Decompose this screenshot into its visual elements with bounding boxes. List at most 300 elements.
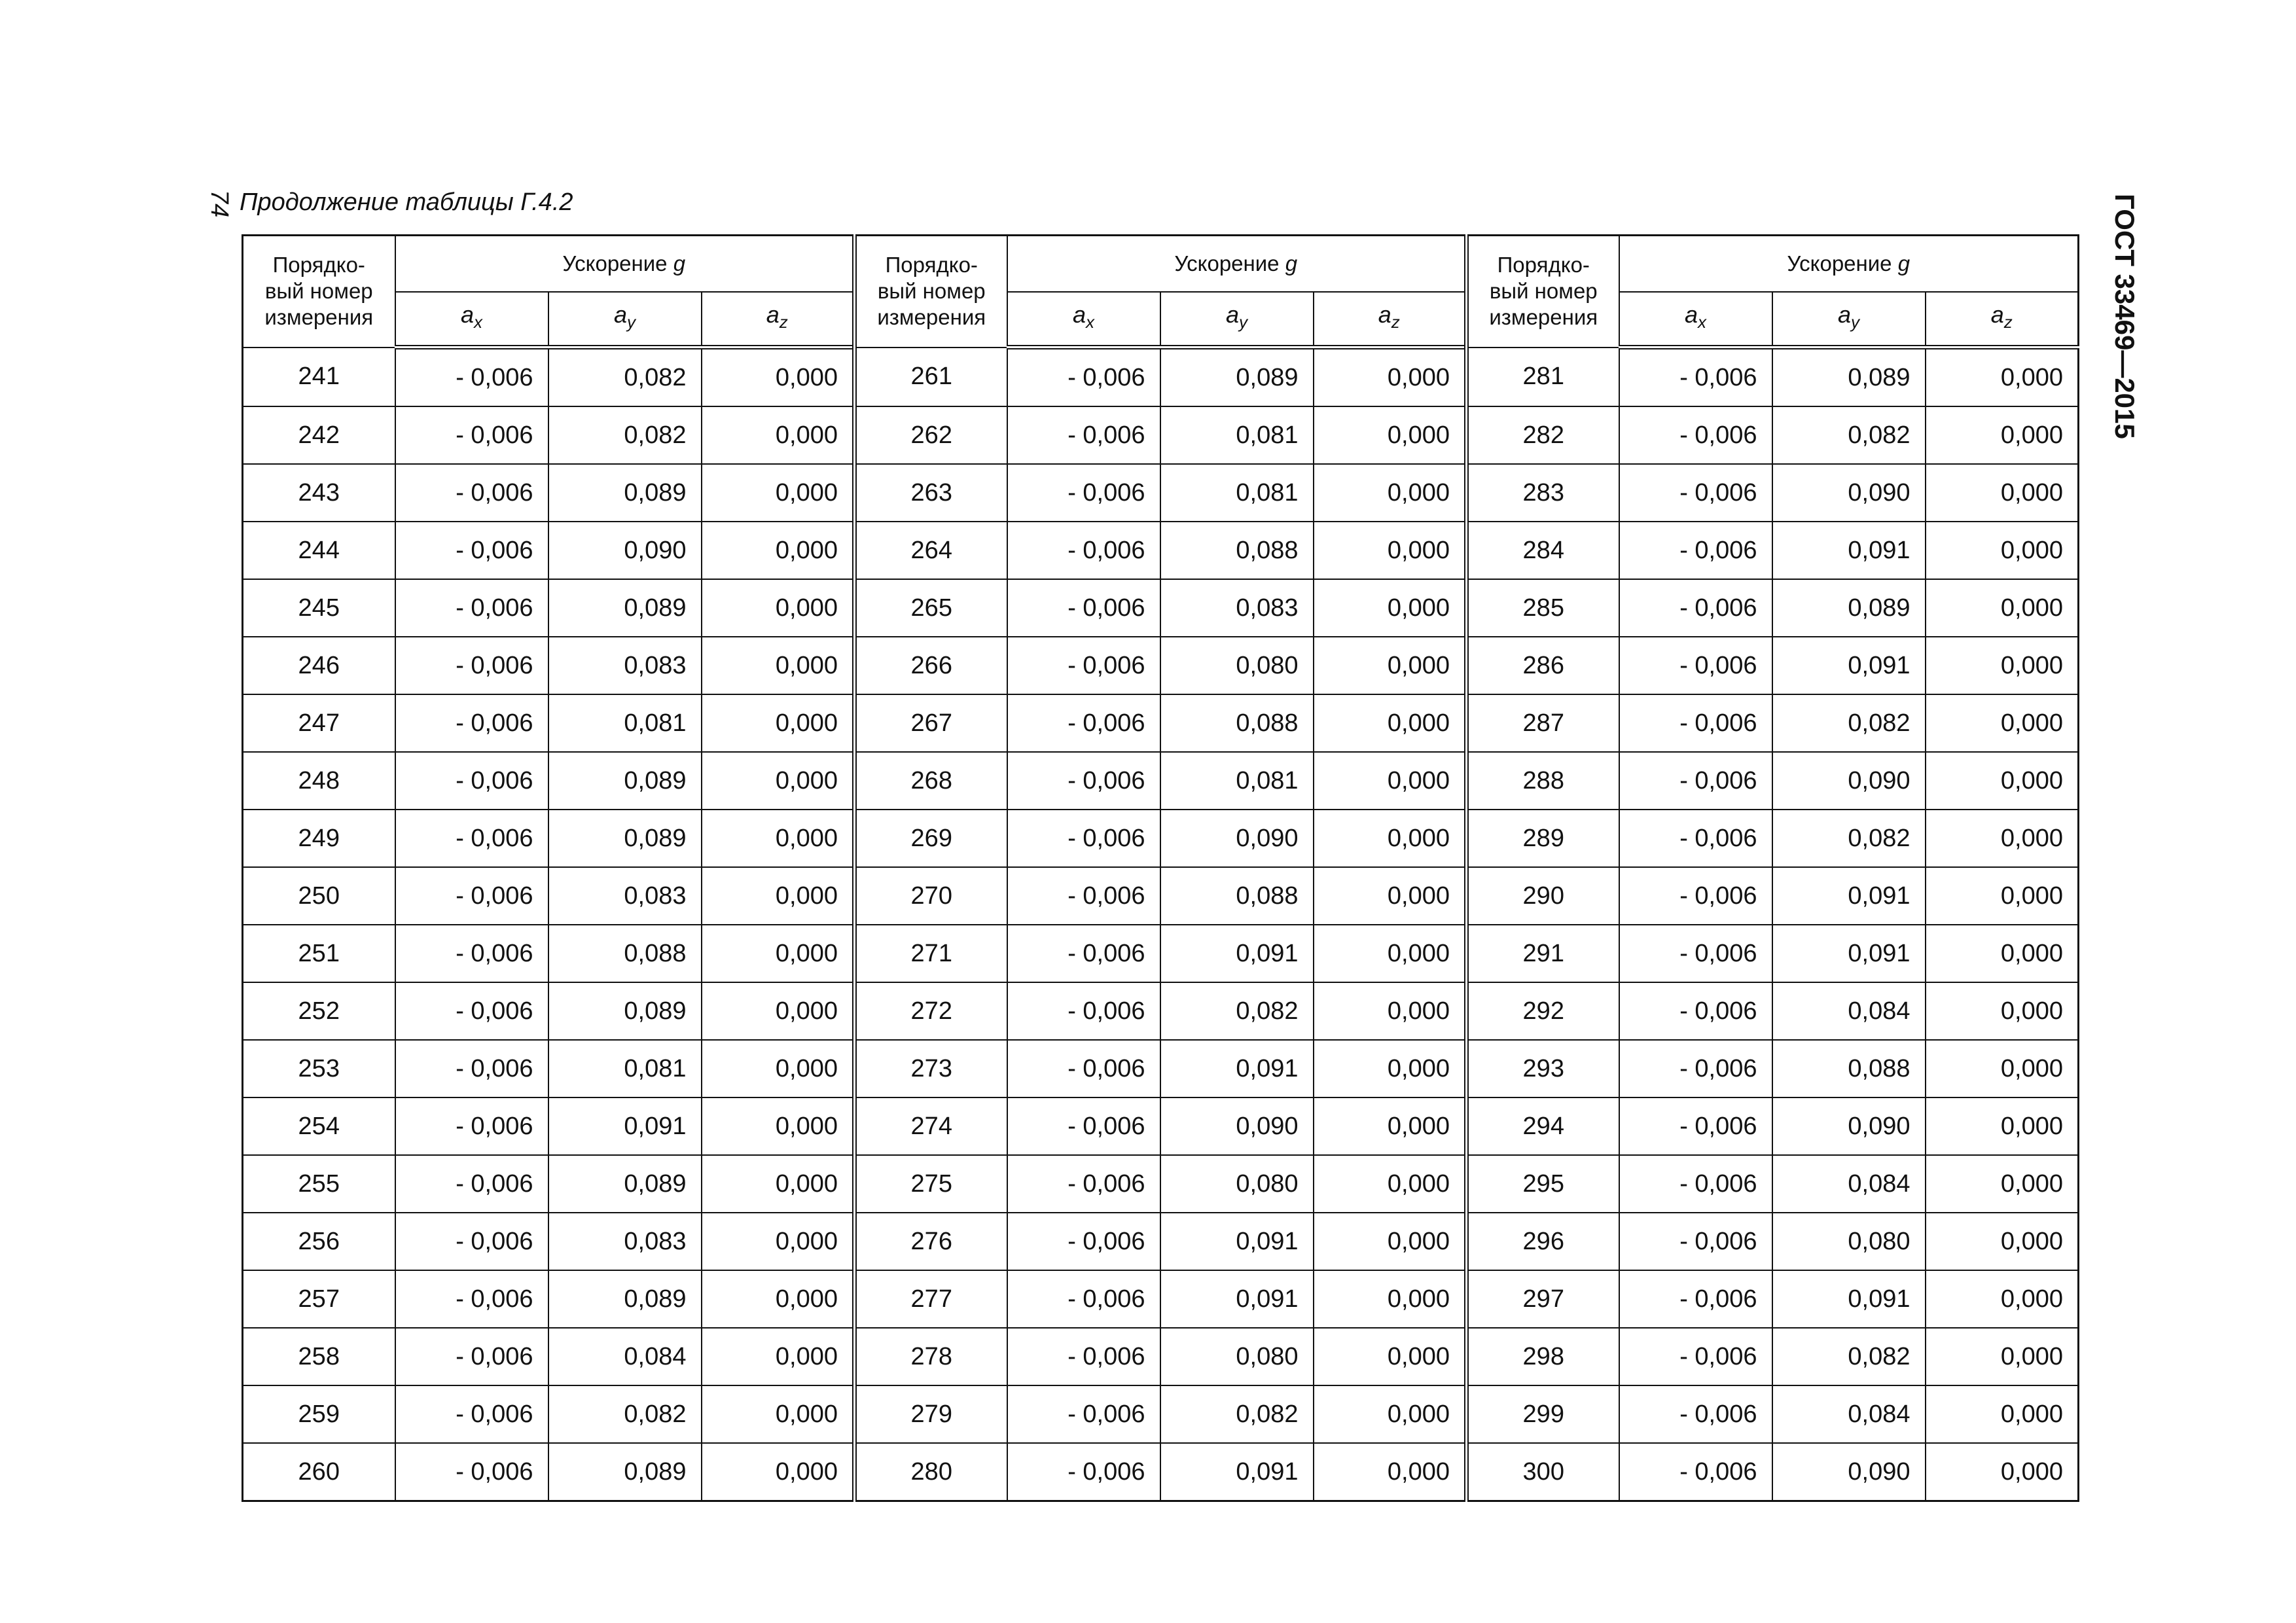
cell-ax: - 0,006	[1007, 1040, 1160, 1097]
cell-az: 0,000	[1926, 1443, 2079, 1501]
cell-az: 0,000	[702, 464, 855, 522]
cell-az: 0,000	[1314, 637, 1467, 694]
cell-ay: 0,082	[1160, 1385, 1314, 1443]
table-row	[243, 348, 2079, 407]
table-row	[243, 1443, 2079, 1501]
acceleration-unit: g	[673, 251, 686, 276]
cell-ax: - 0,006	[1619, 982, 1772, 1040]
cell-az: 0,000	[1314, 867, 1467, 925]
cell-ay: 0,089	[548, 579, 702, 637]
cell-az: 0,000	[1314, 1270, 1467, 1328]
cell-az: 0,000	[1314, 406, 1467, 464]
acceleration-label: Ускорение	[562, 251, 673, 276]
cell-az: 0,000	[1926, 348, 2079, 407]
cell-ax: - 0,006	[395, 1213, 548, 1270]
acceleration-unit: g	[1285, 251, 1298, 276]
cell-ay: 0,088	[1160, 522, 1314, 579]
cell-ay: 0,091	[1160, 925, 1314, 982]
cell-ax: - 0,006	[1007, 1443, 1160, 1501]
cell-az: 0,000	[1314, 1040, 1467, 1097]
cell-az: 0,000	[702, 637, 855, 694]
cell-ax: - 0,006	[395, 522, 548, 579]
cell-az: 0,000	[702, 925, 855, 982]
cell-az: 0,000	[1314, 1443, 1467, 1501]
table-row	[243, 406, 2079, 464]
cell-az: 0,000	[1926, 406, 2079, 464]
cell-ax: - 0,006	[395, 694, 548, 752]
cell-number: 290	[1467, 867, 1619, 925]
cell-ay: 0,089	[548, 1443, 702, 1501]
cell-az: 0,000	[702, 406, 855, 464]
header-number-line: Порядко-	[1497, 253, 1590, 277]
table-row	[243, 1040, 2079, 1097]
cell-ay: 0,082	[548, 406, 702, 464]
cell-az: 0,000	[702, 348, 855, 407]
header-acceleration	[1007, 236, 1467, 293]
cell-ax: - 0,006	[1619, 1443, 1772, 1501]
header-axis-y	[1772, 292, 1926, 348]
cell-number: 256	[243, 1213, 395, 1270]
cell-number: 250	[243, 867, 395, 925]
cell-ay: 0,089	[548, 752, 702, 810]
axis-subscript: x	[474, 312, 483, 332]
cell-ax: - 0,006	[1619, 579, 1772, 637]
cell-az: 0,000	[702, 579, 855, 637]
cell-number: 248	[243, 752, 395, 810]
cell-ay: 0,082	[548, 348, 702, 407]
cell-az: 0,000	[1926, 1213, 2079, 1270]
cell-ax: - 0,006	[395, 464, 548, 522]
cell-number: 255	[243, 1155, 395, 1213]
axis-letter: a	[460, 301, 475, 329]
cell-az: 0,000	[702, 1213, 855, 1270]
cell-ay: 0,082	[1772, 406, 1926, 464]
cell-ax: - 0,006	[1007, 982, 1160, 1040]
cell-az: 0,000	[702, 982, 855, 1040]
axis-letter: a	[1990, 301, 2004, 329]
cell-number: 300	[1467, 1443, 1619, 1501]
cell-ax: - 0,006	[395, 752, 548, 810]
cell-az: 0,000	[1314, 1385, 1467, 1443]
cell-ay: 0,091	[1160, 1040, 1314, 1097]
cell-number: 284	[1467, 522, 1619, 579]
cell-ax: - 0,006	[1007, 464, 1160, 522]
cell-az: 0,000	[1926, 694, 2079, 752]
cell-az: 0,000	[1314, 1155, 1467, 1213]
cell-az: 0,000	[1926, 1155, 2079, 1213]
cell-az: 0,000	[1926, 982, 2079, 1040]
header-axis-y	[1160, 292, 1314, 348]
header-number-line: измерения	[264, 305, 374, 330]
cell-number: 279	[855, 1385, 1007, 1443]
header-measurement-number	[243, 236, 395, 348]
axis-letter: a	[1684, 301, 1698, 329]
header-axis-z	[1926, 292, 2079, 348]
cell-number: 278	[855, 1328, 1007, 1385]
cell-ax: - 0,006	[1007, 810, 1160, 867]
cell-number: 252	[243, 982, 395, 1040]
cell-ay: 0,080	[1160, 1328, 1314, 1385]
cell-az: 0,000	[702, 867, 855, 925]
cell-az: 0,000	[702, 1385, 855, 1443]
cell-number: 261	[855, 348, 1007, 407]
header-acceleration	[1619, 236, 2079, 293]
cell-ay: 0,084	[548, 1328, 702, 1385]
cell-number: 275	[855, 1155, 1007, 1213]
header-number-line: вый номер	[1489, 279, 1598, 304]
header-number-line: измерения	[1489, 305, 1598, 330]
cell-ay: 0,089	[1772, 579, 1926, 637]
cell-number: 262	[855, 406, 1007, 464]
cell-ay: 0,089	[1772, 348, 1926, 407]
cell-az: 0,000	[1314, 752, 1467, 810]
cell-az: 0,000	[1314, 925, 1467, 982]
axis-letter: a	[1072, 301, 1086, 329]
cell-az: 0,000	[1314, 810, 1467, 867]
cell-ay: 0,091	[1160, 1213, 1314, 1270]
cell-ay: 0,091	[1160, 1270, 1314, 1328]
cell-ax: - 0,006	[1619, 637, 1772, 694]
cell-number: 291	[1467, 925, 1619, 982]
cell-ay: 0,089	[1160, 348, 1314, 407]
cell-number: 246	[243, 637, 395, 694]
cell-ay: 0,091	[1772, 522, 1926, 579]
cell-ax: - 0,006	[395, 406, 548, 464]
cell-ay: 0,088	[548, 925, 702, 982]
cell-ay: 0,089	[548, 1155, 702, 1213]
cell-number: 267	[855, 694, 1007, 752]
header-axis-x	[395, 292, 548, 348]
cell-az: 0,000	[1926, 1097, 2079, 1155]
cell-ay: 0,090	[1772, 464, 1926, 522]
cell-number: 276	[855, 1213, 1007, 1270]
cell-number: 266	[855, 637, 1007, 694]
cell-az: 0,000	[1926, 752, 2079, 810]
cell-number: 283	[1467, 464, 1619, 522]
cell-number: 289	[1467, 810, 1619, 867]
cell-ax: - 0,006	[1619, 1328, 1772, 1385]
cell-ax: - 0,006	[1007, 348, 1160, 407]
cell-ax: - 0,006	[1619, 1040, 1772, 1097]
header-axis-z	[702, 292, 855, 348]
cell-az: 0,000	[1926, 1328, 2079, 1385]
cell-number: 254	[243, 1097, 395, 1155]
axis-letter: a	[613, 301, 628, 329]
cell-az: 0,000	[702, 1155, 855, 1213]
table-row	[243, 1155, 2079, 1213]
cell-number: 264	[855, 522, 1007, 579]
header-number-line: Порядко-	[272, 253, 365, 277]
cell-ax: - 0,006	[1619, 1097, 1772, 1155]
cell-az: 0,000	[1314, 464, 1467, 522]
cell-az: 0,000	[702, 810, 855, 867]
cell-number: 258	[243, 1328, 395, 1385]
cell-number: 277	[855, 1270, 1007, 1328]
header-number-line: вый номер	[877, 279, 986, 304]
cell-ax: - 0,006	[1619, 464, 1772, 522]
cell-number: 272	[855, 982, 1007, 1040]
cell-ay: 0,082	[1160, 982, 1314, 1040]
cell-number: 269	[855, 810, 1007, 867]
cell-ay: 0,088	[1160, 694, 1314, 752]
cell-ay: 0,083	[548, 1213, 702, 1270]
header-measurement-number	[1467, 236, 1619, 348]
cell-ax: - 0,006	[1007, 1097, 1160, 1155]
cell-number: 245	[243, 579, 395, 637]
cell-ay: 0,089	[548, 464, 702, 522]
cell-az: 0,000	[1314, 694, 1467, 752]
cell-az: 0,000	[1314, 1097, 1467, 1155]
cell-az: 0,000	[702, 694, 855, 752]
cell-ax: - 0,006	[395, 925, 548, 982]
axis-letter: a	[1837, 301, 1852, 329]
table-row	[243, 1385, 2079, 1443]
cell-number: 292	[1467, 982, 1619, 1040]
cell-az: 0,000	[1314, 348, 1467, 407]
header-axis-x	[1007, 292, 1160, 348]
cell-number: 260	[243, 1443, 395, 1501]
table-row	[243, 637, 2079, 694]
cell-ay: 0,080	[1160, 1155, 1314, 1213]
cell-ay: 0,084	[1772, 982, 1926, 1040]
table-row	[243, 579, 2079, 637]
cell-number: 293	[1467, 1040, 1619, 1097]
cell-ax: - 0,006	[1619, 752, 1772, 810]
cell-az: 0,000	[1926, 637, 2079, 694]
acceleration-label: Ускорение	[1174, 251, 1285, 276]
cell-az: 0,000	[1926, 867, 2079, 925]
cell-ay: 0,091	[1772, 637, 1926, 694]
cell-ax: - 0,006	[395, 1270, 548, 1328]
cell-ay: 0,082	[1772, 1328, 1926, 1385]
cell-ay: 0,081	[1160, 752, 1314, 810]
cell-ay: 0,091	[1772, 1270, 1926, 1328]
cell-ay: 0,081	[1160, 406, 1314, 464]
cell-az: 0,000	[702, 1040, 855, 1097]
cell-number: 247	[243, 694, 395, 752]
cell-ax: - 0,006	[1007, 1213, 1160, 1270]
cell-number: 251	[243, 925, 395, 982]
cell-ay: 0,089	[548, 982, 702, 1040]
cell-ax: - 0,006	[1619, 522, 1772, 579]
table-row	[243, 1328, 2079, 1385]
table-row	[243, 867, 2079, 925]
cell-number: 259	[243, 1385, 395, 1443]
cell-number: 295	[1467, 1155, 1619, 1213]
cell-ax: - 0,006	[1619, 406, 1772, 464]
cell-az: 0,000	[1926, 1040, 2079, 1097]
cell-ay: 0,081	[1160, 464, 1314, 522]
table-row	[243, 694, 2079, 752]
cell-ay: 0,090	[1160, 810, 1314, 867]
acceleration-unit: g	[1897, 251, 1910, 276]
table-row	[243, 982, 2079, 1040]
cell-ax: - 0,006	[395, 637, 548, 694]
cell-number: 241	[243, 348, 395, 407]
cell-ax: - 0,006	[1007, 1328, 1160, 1385]
table-row	[243, 925, 2079, 982]
cell-number: 270	[855, 867, 1007, 925]
cell-az: 0,000	[1926, 1270, 2079, 1328]
cell-number: 297	[1467, 1270, 1619, 1328]
cell-number: 244	[243, 522, 395, 579]
cell-ax: - 0,006	[395, 579, 548, 637]
cell-ay: 0,089	[548, 810, 702, 867]
cell-ay: 0,083	[548, 867, 702, 925]
cell-number: 242	[243, 406, 395, 464]
cell-ax: - 0,006	[395, 1097, 548, 1155]
cell-number: 274	[855, 1097, 1007, 1155]
cell-az: 0,000	[1926, 1385, 2079, 1443]
cell-az: 0,000	[1926, 464, 2079, 522]
header-number-line: вый номер	[264, 279, 373, 304]
cell-ax: - 0,006	[1007, 1385, 1160, 1443]
cell-az: 0,000	[1314, 982, 1467, 1040]
cell-ay: 0,089	[548, 1270, 702, 1328]
cell-ay: 0,083	[1160, 579, 1314, 637]
cell-az: 0,000	[1926, 925, 2079, 982]
cell-ax: - 0,006	[1619, 1385, 1772, 1443]
cell-ax: - 0,006	[1619, 694, 1772, 752]
cell-ay: 0,088	[1772, 1040, 1926, 1097]
cell-number: 243	[243, 464, 395, 522]
cell-ay: 0,091	[1772, 867, 1926, 925]
table-row	[243, 1213, 2079, 1270]
cell-ax: - 0,006	[1007, 637, 1160, 694]
cell-az: 0,000	[702, 1443, 855, 1501]
cell-az: 0,000	[1314, 1213, 1467, 1270]
cell-ax: - 0,006	[395, 1328, 548, 1385]
cell-az: 0,000	[702, 1270, 855, 1328]
header-axis-z	[1314, 292, 1467, 348]
cell-ax: - 0,006	[1007, 406, 1160, 464]
cell-ax: - 0,006	[1619, 810, 1772, 867]
cell-number: 294	[1467, 1097, 1619, 1155]
cell-ay: 0,084	[1772, 1155, 1926, 1213]
cell-ax: - 0,006	[395, 1040, 548, 1097]
axis-subscript: y	[627, 312, 636, 332]
table-row	[243, 1097, 2079, 1155]
cell-az: 0,000	[1926, 522, 2079, 579]
cell-ay: 0,082	[1772, 694, 1926, 752]
axis-subscript: z	[2003, 312, 2013, 332]
cell-ax: - 0,006	[1007, 522, 1160, 579]
table-row	[243, 810, 2079, 867]
cell-ax: - 0,006	[395, 867, 548, 925]
cell-ay: 0,091	[1160, 1443, 1314, 1501]
header-axis-y	[548, 292, 702, 348]
axis-subscript: y	[1239, 312, 1248, 332]
cell-ax: - 0,006	[1007, 752, 1160, 810]
axis-letter: a	[1378, 301, 1391, 329]
cell-ay: 0,090	[548, 522, 702, 579]
cell-number: 249	[243, 810, 395, 867]
cell-ay: 0,090	[1772, 752, 1926, 810]
cell-ax: - 0,006	[395, 348, 548, 407]
cell-ax: - 0,006	[1619, 348, 1772, 407]
cell-ax: - 0,006	[1007, 925, 1160, 982]
axis-letter: a	[766, 301, 780, 329]
table-row	[243, 1270, 2079, 1328]
document-code: ГОСТ 33469—2015	[2109, 194, 2140, 439]
header-axis-x	[1619, 292, 1772, 348]
cell-number: 265	[855, 579, 1007, 637]
table-row	[243, 464, 2079, 522]
axis-letter: a	[1225, 301, 1240, 329]
cell-az: 0,000	[1314, 579, 1467, 637]
cell-ay: 0,083	[548, 637, 702, 694]
cell-ax: - 0,006	[1619, 1213, 1772, 1270]
cell-az: 0,000	[1926, 579, 2079, 637]
cell-number: 281	[1467, 348, 1619, 407]
cell-number: 288	[1467, 752, 1619, 810]
cell-ax: - 0,006	[1619, 925, 1772, 982]
cell-number: 285	[1467, 579, 1619, 637]
cell-az: 0,000	[1926, 810, 2079, 867]
cell-ax: - 0,006	[1619, 1270, 1772, 1328]
cell-az: 0,000	[702, 752, 855, 810]
axis-subscript: x	[1086, 312, 1095, 332]
cell-number: 298	[1467, 1328, 1619, 1385]
acceleration-table	[242, 234, 2079, 1502]
table-caption: Продолжение таблицы Г.4.2	[240, 188, 573, 216]
page-number: 74	[206, 190, 233, 218]
axis-subscript: z	[779, 312, 788, 332]
cell-number: 282	[1467, 406, 1619, 464]
axis-subscript: y	[1851, 312, 1860, 332]
cell-ay: 0,090	[1160, 1097, 1314, 1155]
cell-ax: - 0,006	[395, 982, 548, 1040]
cell-number: 273	[855, 1040, 1007, 1097]
cell-ax: - 0,006	[395, 1443, 548, 1501]
header-acceleration	[395, 236, 855, 293]
cell-number: 296	[1467, 1213, 1619, 1270]
cell-ay: 0,082	[548, 1385, 702, 1443]
cell-ay: 0,090	[1772, 1443, 1926, 1501]
axis-subscript: x	[1698, 312, 1707, 332]
header-number-line: измерения	[877, 305, 986, 330]
cell-ax: - 0,006	[1007, 1270, 1160, 1328]
cell-ax: - 0,006	[1619, 867, 1772, 925]
cell-az: 0,000	[1314, 522, 1467, 579]
cell-number: 286	[1467, 637, 1619, 694]
cell-ax: - 0,006	[395, 1155, 548, 1213]
cell-ay: 0,081	[548, 1040, 702, 1097]
cell-ax: - 0,006	[1007, 579, 1160, 637]
cell-number: 280	[855, 1443, 1007, 1501]
header-measurement-number	[855, 236, 1007, 348]
cell-ay: 0,091	[1772, 925, 1926, 982]
cell-ax: - 0,006	[395, 1385, 548, 1443]
cell-number: 263	[855, 464, 1007, 522]
cell-number: 253	[243, 1040, 395, 1097]
cell-ax: - 0,006	[1007, 694, 1160, 752]
cell-number: 268	[855, 752, 1007, 810]
cell-az: 0,000	[702, 522, 855, 579]
cell-ay: 0,081	[548, 694, 702, 752]
cell-number: 257	[243, 1270, 395, 1328]
cell-ay: 0,080	[1772, 1213, 1926, 1270]
cell-ax: - 0,006	[395, 810, 548, 867]
axis-subscript: z	[1391, 312, 1400, 332]
cell-ay: 0,084	[1772, 1385, 1926, 1443]
acceleration-label: Ускорение	[1787, 251, 1898, 276]
cell-az: 0,000	[702, 1097, 855, 1155]
cell-number: 287	[1467, 694, 1619, 752]
cell-ax: - 0,006	[1619, 1155, 1772, 1213]
table-row	[243, 752, 2079, 810]
cell-az: 0,000	[1314, 1328, 1467, 1385]
